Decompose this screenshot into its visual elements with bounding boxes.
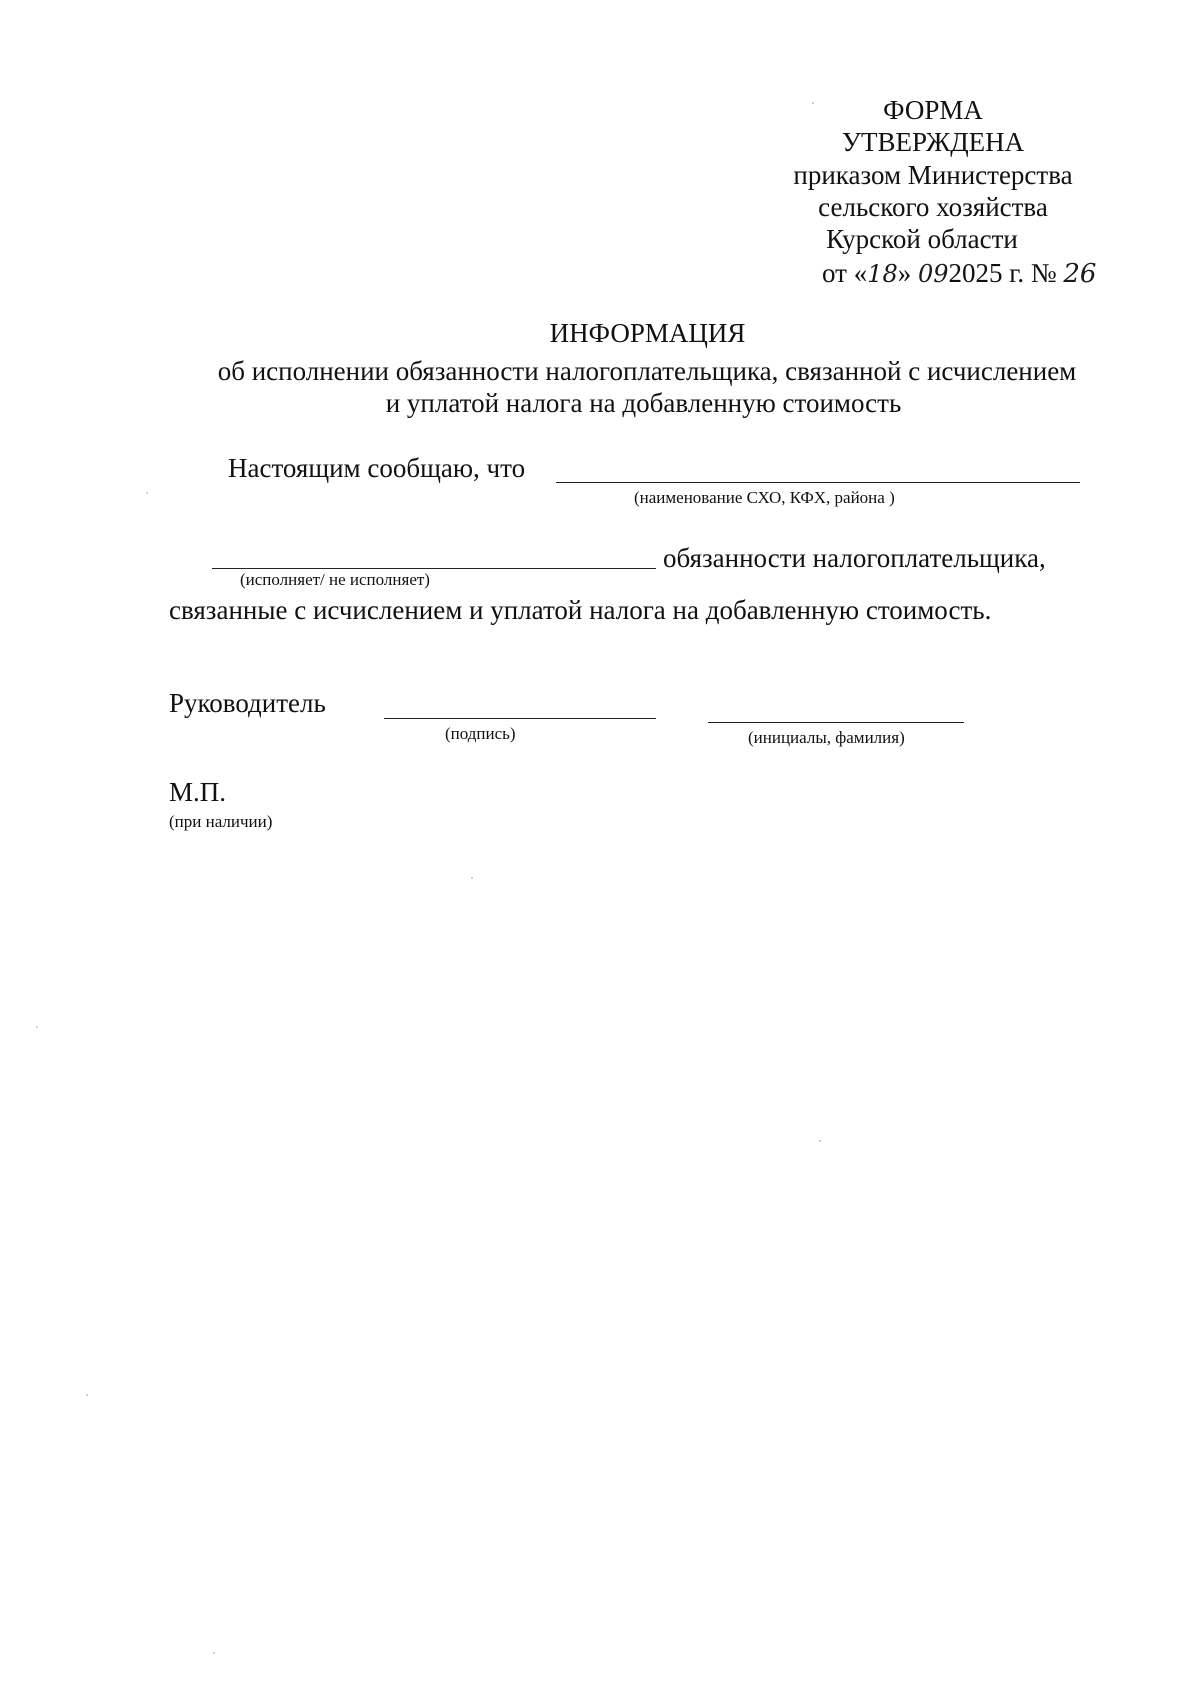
approval-ministry-label: сельского хозяйства bbox=[818, 192, 1048, 222]
approval-date-day: 18 bbox=[867, 260, 898, 288]
approval-form-label: ФОРМА bbox=[883, 95, 983, 125]
scan-speck bbox=[471, 877, 473, 879]
status-field-line bbox=[212, 568, 656, 569]
status-trailing-text: обязанности налогоплательщика, bbox=[663, 543, 1046, 573]
seal-caption: (при наличии) bbox=[169, 812, 273, 831]
scan-speck bbox=[146, 492, 148, 494]
entity-name-field-line bbox=[556, 482, 1080, 483]
head-label: Руководитель bbox=[169, 688, 326, 718]
scan-speck bbox=[213, 1652, 215, 1654]
approval-region-label: Курской области bbox=[826, 224, 1018, 254]
approval-date-year: 2025 bbox=[948, 258, 1003, 288]
seal-label: М.П. bbox=[169, 777, 227, 807]
document-subtitle-line1: об исполнении обязанности налогоплательщика, связанной с исчислением bbox=[217, 356, 1077, 386]
approval-date-mid: » bbox=[897, 258, 918, 288]
approval-date-month: 09 bbox=[918, 260, 949, 288]
scan-speck bbox=[819, 1140, 821, 1142]
intro-text: Настоящим сообщаю, что bbox=[228, 453, 526, 483]
signature-caption: (подпись) bbox=[445, 724, 516, 743]
document-heading: ИНФОРМАЦИЯ bbox=[549, 318, 746, 348]
scan-speck bbox=[86, 1394, 88, 1396]
scan-speck bbox=[812, 102, 814, 104]
approval-number: 26 bbox=[1063, 259, 1097, 289]
closing-text: связанные с исчислением и уплатой налога на добавленную стоимость. bbox=[169, 595, 992, 625]
approval-date-prefix: от « bbox=[822, 258, 868, 288]
name-caption: (инициалы, фамилия) bbox=[748, 728, 905, 747]
entity-name-caption: (наименование СХО, КФХ, района ) bbox=[634, 488, 895, 507]
approval-number-prefix: г. № bbox=[1002, 258, 1057, 288]
status-caption: (исполняет/ не исполняет) bbox=[240, 570, 430, 589]
signature-field-line bbox=[384, 718, 656, 719]
name-field-line bbox=[708, 722, 964, 723]
scan-speck bbox=[36, 1026, 38, 1028]
approval-order-label: приказом Министерства bbox=[793, 160, 1073, 190]
approval-date-line bbox=[822, 257, 1096, 290]
approval-approved-label: УТВЕРЖДЕНА bbox=[841, 127, 1025, 157]
document-subtitle-line2: и уплатой налога на добавленную стоимость bbox=[385, 388, 902, 418]
